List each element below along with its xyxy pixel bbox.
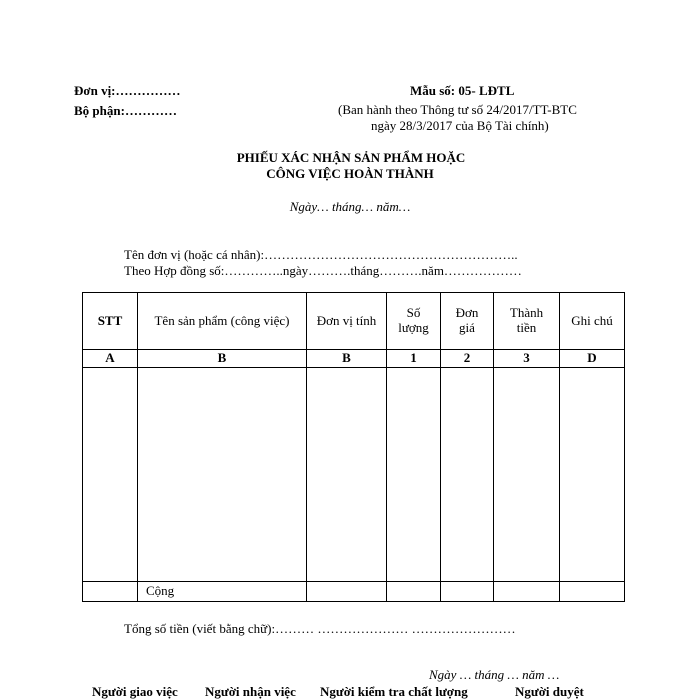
total-amount-in-words: Tổng số tiền (viết bằng chữ):……… ………………… …………………… [124, 621, 516, 636]
code-cell: 1 [387, 350, 441, 368]
signature-date: Ngày … tháng … năm … [429, 667, 560, 682]
table-header-row [83, 293, 625, 350]
document-title-line-1: PHIẾU XÁC NHẬN SẢN PHẨM HOẶC [236, 150, 466, 165]
department-field: Bộ phận:………… [74, 103, 177, 118]
code-cell: B [138, 350, 307, 368]
code-cell: B [307, 350, 387, 368]
table-total-row [83, 582, 625, 602]
header-product-name: Tên sản phẩm (công việc) [138, 293, 307, 350]
code-cell: D [560, 350, 625, 368]
header-unit: Đơn vị tính [307, 293, 387, 350]
issued-by-line-1: (Ban hành theo Thông tư số 24/2017/TT-BTC [338, 102, 577, 117]
table-code-row [83, 350, 625, 368]
signature-assigner: Người giao việc [92, 684, 178, 699]
document-date: Ngày… tháng… năm… [289, 199, 411, 214]
table-row [83, 368, 625, 582]
signature-approver: Người duyệt [515, 684, 584, 699]
contract-line: Theo Hợp đồng số:…………..ngày……….tháng……….năm……………… [124, 263, 522, 278]
product-table [82, 292, 625, 602]
signature-quality-inspector: Người kiểm tra chất lượng [320, 684, 468, 699]
code-cell: A [83, 350, 138, 368]
header-unit-price: Đơn giá [441, 293, 494, 350]
header-stt: STT [83, 293, 138, 350]
form-number: Mẫu số: 05- LĐTL [410, 83, 515, 98]
header-quantity: Số lượng [387, 293, 441, 350]
header-notes: Ghi chú [560, 293, 625, 350]
unit-field: Đơn vị:…………… [74, 83, 181, 98]
document-title-line-2: CÔNG VIỆC HOÀN THÀNH [266, 166, 434, 181]
signature-receiver: Người nhận việc [205, 684, 296, 699]
unit-name-line: Tên đơn vị (hoặc cá nhân):………………………………………………….. [124, 247, 518, 262]
code-cell: 3 [494, 350, 560, 368]
header-amount: Thành tiền [494, 293, 560, 350]
code-cell: 2 [441, 350, 494, 368]
total-label: Cộng [138, 582, 307, 602]
issued-by-line-2: ngày 28/3/2017 của Bộ Tài chính) [371, 118, 549, 133]
